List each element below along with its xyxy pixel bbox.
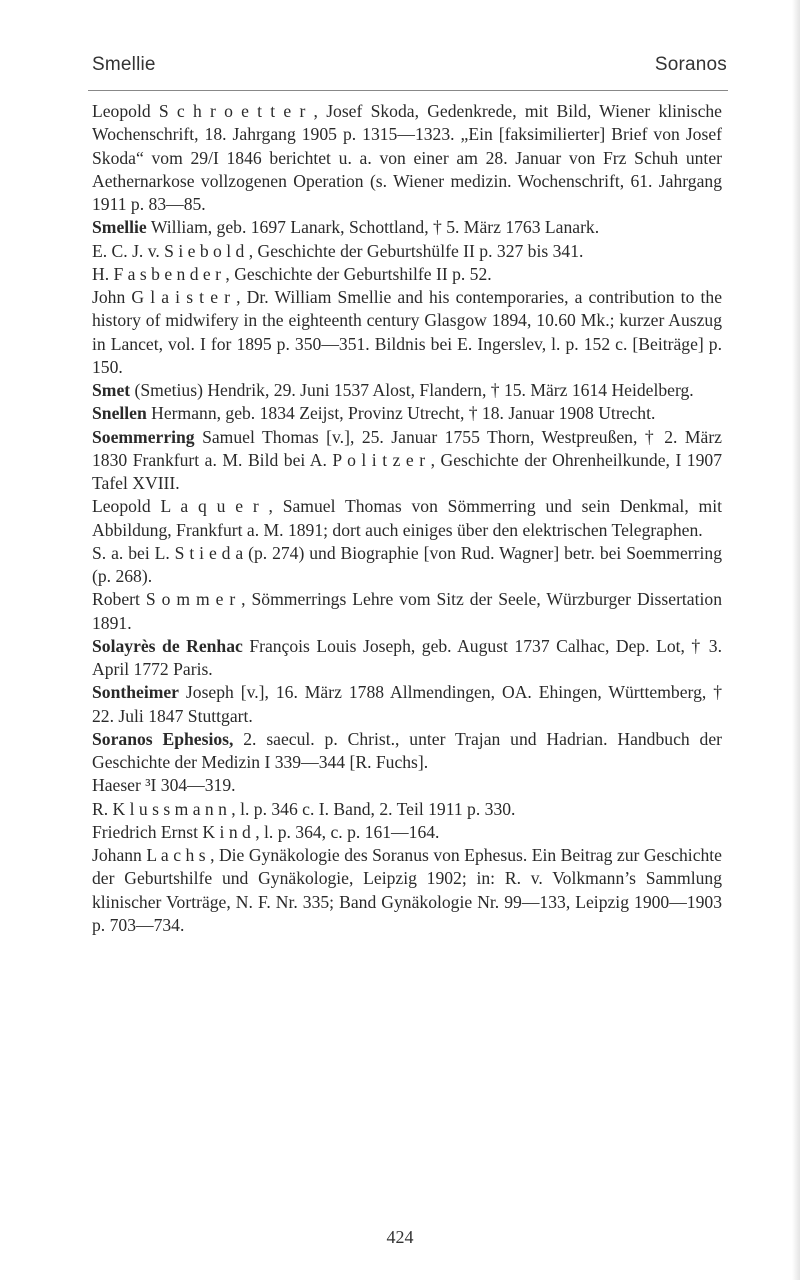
entry-text: François Louis Joseph, geb. August 1737 Calhac, Dep. Lot, † 3. April 1772 Paris.: [92, 635, 722, 679]
entry-lemma: Soemmerring: [92, 426, 195, 447]
entry-text: Friedrich Ernst K i n d , l. p. 364, c. p. 161—164.: [92, 821, 440, 842]
running-header: [92, 54, 727, 76]
entry-text: Hermann, geb. 1834 Zeijst, Provinz Utrecht, † 18. Januar 1908 Utrecht.: [146, 403, 656, 424]
entry-paragraph: [92, 263, 722, 286]
entry-text: H. F a s b e n d e r , Geschichte der Geburtshilfe II p. 52.: [92, 263, 492, 284]
header-left-keyword: Smellie: [92, 54, 156, 75]
entry-text: Leopold S c h r o e t t e r , Josef Skoda, Gedenkrede, mit Bild, Wiener klinische Wochenschrift, 18. Jahrgang 1905 p. 1315—1323. „Ein [faksimilierter] Brief von Josef Skoda“ vom 29/I 1846 berichtet u. a. von einer am 28. Januar von Frz Schuh unter Aethernarkose vollzogenen Operation (s. Wiener medizin. Wochenschrift, 61. Jahrgang 1911 p. 83—85.: [92, 101, 722, 214]
page-body: [92, 100, 722, 937]
entry-paragraph: [92, 635, 722, 682]
entry-text: Johann L a c h s , Die Gynäkologie des Soranus von Ephesus. Ein Beitrag zur Geschichte der Geburtshilfe und Gynäkologie, Leipzig 1902; in: R. v. Volkmann’s Sammlung klinischer Vorträge, N. F. Nr. 335; Band Gynäkologie Nr. 99—133, Leipzig 1900—1903 p. 703—734.: [92, 845, 722, 935]
entry-paragraph: [92, 100, 722, 216]
entry-paragraph: [92, 681, 722, 728]
entry-paragraph: [92, 426, 722, 496]
entry-text: Haeser ³I 304—319.: [92, 775, 236, 796]
entry-paragraph: [92, 216, 722, 239]
entry-paragraph: [92, 588, 722, 635]
entry-text: William, geb. 1697 Lanark, Schottland, † 5. März 1763 Lanark.: [146, 217, 600, 238]
entry-paragraph: [92, 821, 722, 844]
entry-text: Leopold L a q u e r , Samuel Thomas von Sömmerring und sein Denkmal, mit Abbildung, Frankfurt a. M. 1891; dort auch einiges über den elektrischen Telegraphen.: [92, 496, 722, 540]
header-right-keyword: Soranos: [654, 54, 727, 75]
entry-lemma: Solayrès de Renhac: [92, 635, 243, 656]
entry-text: 2. saecul. p. Christ., unter Trajan und Hadrian. Handbuch der Geschichte der Medizin I 339—344 [R. Fuchs].: [92, 728, 723, 772]
entry-lemma: Smet: [92, 380, 131, 400]
entry-paragraph: [92, 728, 722, 775]
entry-text: Robert S o m m e r , Sömmerrings Lehre vom Sitz der Seele, Würzburger Dissertation 1891.: [92, 589, 722, 633]
header-rule: [88, 90, 728, 91]
entry-paragraph: [92, 286, 722, 379]
entry-text: John G l a i s t e r , Dr. William Smellie and his contemporaries, a contribution to the history of midwifery in the eighteenth century Glasgow 1894, 10.60 Mk.; kurzer Auszug in Lancet, vol. I for 1895 p. 350—351. Bildnis bei E. Ingerslev, l. p. 152 c. [Beiträge] p. 150.: [92, 287, 722, 377]
entry-text: Samuel Thomas [v.], 25. Januar 1755 Thorn, Westpreußen, † 2. März 1830 Frankfurt a. M. Bild bei A. P o l i t z e r , Geschichte der Ohrenheilkunde, I 1907 Tafel XVIII.: [92, 426, 722, 493]
page-edge-shadow: [792, 0, 800, 1280]
entry-lemma: Sontheimer: [92, 682, 179, 703]
entry-paragraph: [92, 798, 722, 821]
entry-text: R. K l u s s m a n n , l. p. 346 c. I. Band, 2. Teil 1911 p. 330.: [92, 798, 516, 819]
entry-text: Joseph [v.], 16. März 1788 Allmendingen, OA. Ehingen, Württemberg, † 22. Juli 1847 Stuttgart.: [92, 682, 722, 726]
entry-text: S. a. bei L. S t i e d a (p. 274) und Biographie [von Rud. Wagner] betr. bei Soemmerring (p. 268).: [92, 542, 722, 586]
entry-text: E. C. J. v. S i e b o l d , Geschichte der Geburtshülfe II p. 327 bis 341.: [92, 240, 584, 261]
entry-paragraph: [92, 379, 722, 402]
entry-paragraph: [92, 495, 722, 542]
entry-paragraph: [92, 542, 722, 589]
entry-lemma: Soranos Ephesios,: [92, 728, 234, 749]
entry-paragraph: [92, 240, 722, 263]
entry-lemma: Snellen: [92, 403, 147, 424]
entry-text: (Smetius) Hendrik, 29. Juni 1537 Alost, Flandern, † 15. März 1614 Heidelberg.: [130, 380, 694, 400]
entry-paragraph: [92, 844, 722, 937]
entry-paragraph: [92, 774, 722, 797]
entry-paragraph: [92, 402, 722, 425]
entry-lemma: Smellie: [92, 217, 147, 238]
page-number: 424: [386, 1227, 414, 1247]
